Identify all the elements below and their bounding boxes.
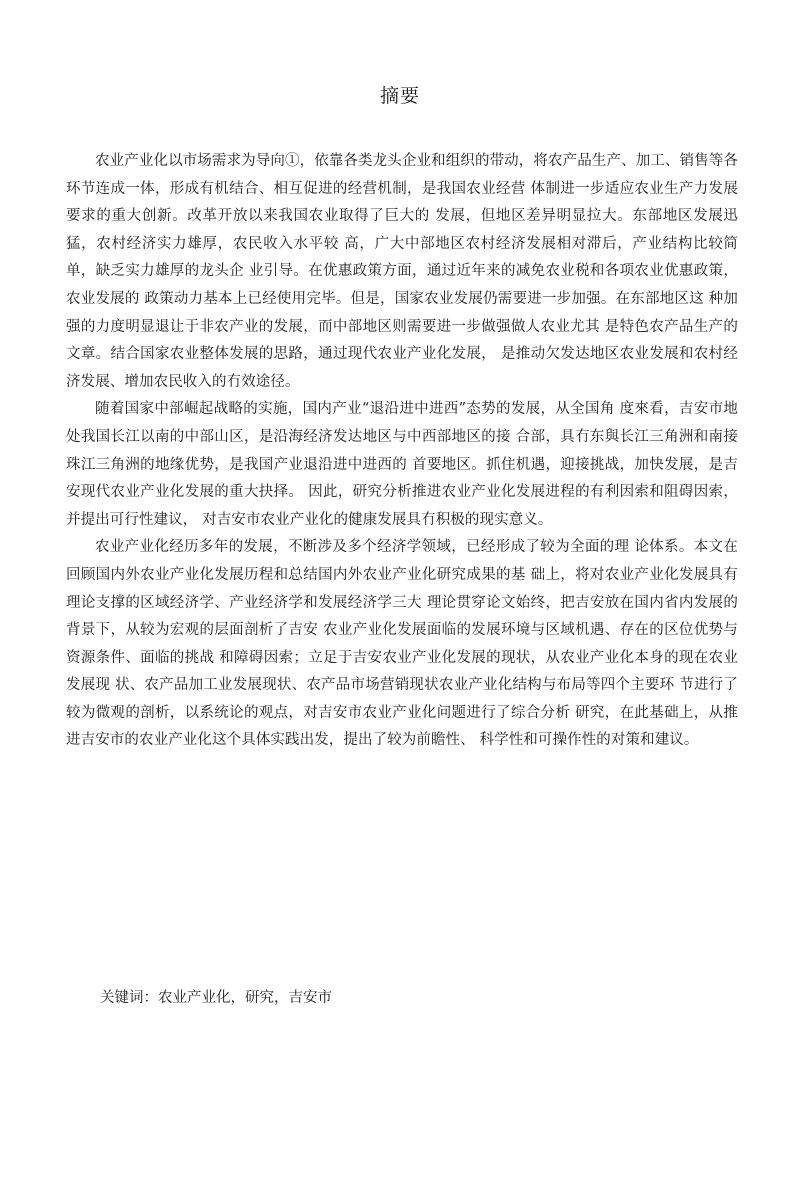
paragraph-1: 农业产业化以市场需求为导向①，依靠各类龙头企业和组织的带动，将农产品生产、加工、销售等各环节连成一体，形成有机结合、相互促进的经营机制，是我国农业经营 体制进一步适应农业生产力发展要求的重大创新。改革开放以来我国农业取得了巨大的 发展，但地区差异明显拉大。东部地区发展迅猛，农村经济实力雄厚，农民收入水平较 高，广大中部地区农村经济发展相对滞后，产业结构比较简单，缺乏实力雄厚的龙头企 业引导。在优惠政策方面，通过近年来的减免农业税和各项农业优惠政策，农业发展的 政策动力基本上已经使用完毕。但是，国家农业发展仍需要进一步加强。在东部地区这 种加强的力度明显退让于非农产业的发展，而中部地区则需要进一步做强做人农业尤其 是特色农产品生产的文章。结合国家农业整体发展的思路，通过现代农业产业化发展， 是推动欠发达地区农业发展和农村经济发展、增加农民收入的冇效途径。: [66, 153, 738, 390]
paragraph-3: 农业产业化经历多年的发展，不断涉及多个经济学领域，已经形成了较为全面的理 论体系。本文在回顾国内外农业产业化发展历程和总结国内外农业产业化研究成果的基 础上，将对农业产业化发展具有理论支撑的区域经济学、产业经济学和发展经济学三大 理论贯穿论文始终，把吉安放在国内省内发展的背景下，从较为宏观的层面剖析了吉安 农业产业化发展面临的发展环境与区域机遇、存在的区位优势与资源条件、面临的挑战 和障碍因索；立足于吉安农业产业化发展的现状，从农业产业化本身的现在农业发展现 状、农产品加工业发展现状、农产品市场营销现状农业产业化结构与布局等四个主要环 节进行了较为微观的剖析，以系统论的观点，对吉安市农业产业化问题进行了综合分析 研究，在此基础上，从推进吉安市的农业产业化这个具体实践出发，提出了较为前瞻性、 科学性和可操作性的对策和建议。: [66, 539, 738, 749]
page-title: 摘要: [379, 85, 420, 107]
keywords-line: 关键词：农业产业化，研究，吉安市: [100, 990, 332, 1006]
paragraph-2: 随着国家中部崛起战略的实施，国内产业“退沿进中进西”态势的发展，从全国角 度來看，吉安市地处我国长江以南的中部山区，是沿海经济发达地区与中西部地区的接 合部，具冇东與长江三角洲和南接珠江三角洲的地缘优势，是我国产业退沿进中进西的 首要地区。抓住机遇，迎接挑战，加快发展，是吉安现代农业产业化发展的重大抉择。 因此，研究分析推进农业产业化发展进程的有利因索和阻碍因索，并提出可行性建议， 对吉安市农业产业化的健康发展具冇积极的现实意义。: [66, 401, 738, 528]
abstract-body: [66, 148, 738, 755]
